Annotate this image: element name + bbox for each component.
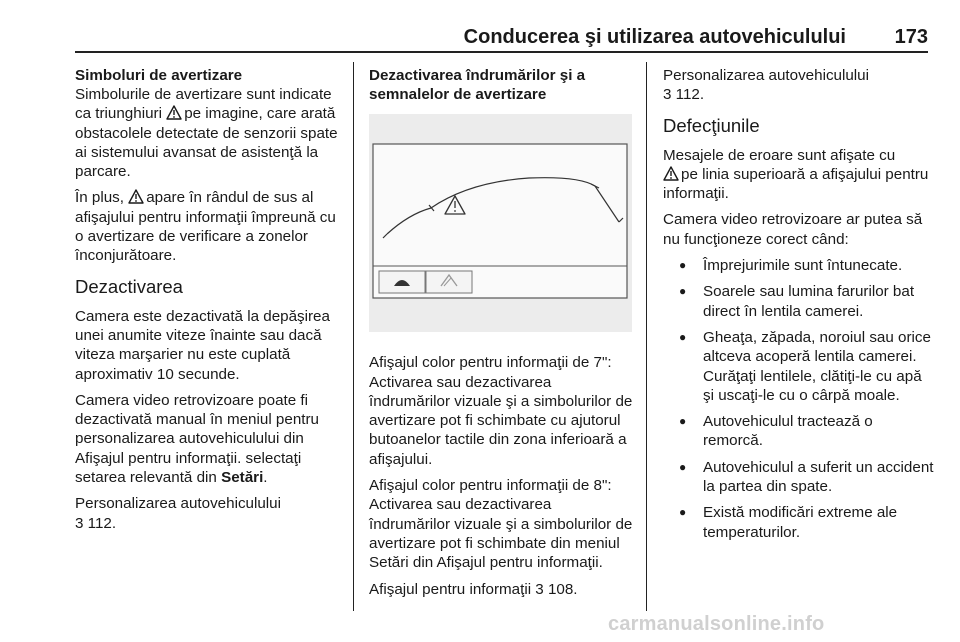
warning-triangle-icon <box>663 166 679 181</box>
deactivation-paragraph: Camera este dezactivată la depăşirea unei anumite viteze înainte sau dacă viteza marşarier nu este cuplată aproximativ 10 secunde. <box>75 307 330 383</box>
deactivation-section-title: Dezactivarea <box>75 275 183 297</box>
left-column <box>75 66 347 540</box>
faults-section-title: Defecţiunile <box>663 114 760 136</box>
warning-additional-paragraph: În plus, apare în rândul de sus al afişajului pentru informaţii împreună cu o avertizare de verificare a zonelor înconjurătoare. <box>75 189 336 265</box>
list-item: ● Gheaţa, zăpada, noroiul sau orice altceva acoperă lentila camerei. Curăţaţi lentilele, clătiţi-le cu apă şi uscaţi-le cu o cârpă moale. <box>663 328 935 405</box>
page-reference-link[interactable]: 3 112. <box>75 514 117 532</box>
guidance-deactivation-heading: Dezactivarea îndrumărilor şi a semnalelor de avertizare <box>369 67 586 103</box>
list-item: ● Autovehiculul tractează o remorcă. <box>663 412 935 451</box>
watermark: carmanualsonline.info <box>608 613 825 635</box>
page-number: 173 <box>894 26 928 48</box>
manual-deactivation-paragraph: Camera video retrovizoare poate fi dezactivată manual în meniul pentru personalizarea autovehiculului din Afişajul pentru informaţii. selectaţi setarea relevantă din Setări. <box>75 391 319 487</box>
personalization-reference: Personalizarea autovehiculului 3 112. <box>663 67 870 104</box>
header-rule <box>75 51 928 53</box>
warning-symbols-heading: Simboluri de avertizare <box>75 67 243 84</box>
page-header <box>75 26 928 52</box>
chapter-title: Conducerea şi utilizarea autovehiculului <box>463 26 846 48</box>
list-item: ● Există modificări extreme ale temperaturilor. <box>663 503 935 542</box>
rear-camera-display-illustration <box>369 114 632 332</box>
settings-menu-label: Setări <box>221 469 264 487</box>
warning-symbols-paragraph: Simbolurile de avertizare sunt indicate ca triunghiuri pe imagine, care arată obstacolele detectate de senzorii spate ai sistemului avansat de asistenţă la parcare. <box>75 86 338 181</box>
warning-triangle-icon <box>128 189 144 204</box>
info-display-reference: Afişajul pentru informaţii 3 108. <box>369 580 578 598</box>
warning-triangle-icon <box>166 105 182 120</box>
list-item: ● Împrejurimile sunt întunecate. <box>663 256 935 275</box>
column-divider-right <box>646 62 647 611</box>
malfunction-conditions-intro: Camera video retrovizoare ar putea să nu funcţioneze corect când: <box>663 211 923 248</box>
eight-inch-display-paragraph: Afişajul color pentru informaţii de 8": Activarea sau dezactivarea îndrumărilor vizuale şi a simbolurilor de avertizare pot fi schimbate din meniul Setări din Afişajul pentru informaţii. <box>369 477 633 572</box>
seven-inch-display-paragraph: Afişajul color pentru informaţii de 7": Activarea sau dezactivarea îndrumărilor vizuale şi a simbolurilor de avertizare pot fi schimbate cu ajutorul butoanelor tactile din zona inferioară a afişajului. <box>369 354 633 468</box>
page-reference-link[interactable]: 3 112. <box>663 86 705 104</box>
right-column <box>663 66 935 549</box>
personalization-reference: Personalizarea autovehiculului 3 112. <box>75 495 282 532</box>
malfunction-conditions-list <box>663 256 935 542</box>
error-messages-paragraph: Mesajele de eroare sunt afişate cu pe linia superioară a afişajului pentru informaţii. <box>663 146 929 203</box>
rear-camera-display-figure <box>369 114 635 337</box>
list-item: ● Autovehiculul a suferit un accident la partea din spate. <box>663 458 935 497</box>
column-divider-left <box>353 62 354 611</box>
middle-column <box>369 66 635 606</box>
list-item: ● Soarele sau lumina farurilor bat direct în lentila camerei. <box>663 282 935 321</box>
